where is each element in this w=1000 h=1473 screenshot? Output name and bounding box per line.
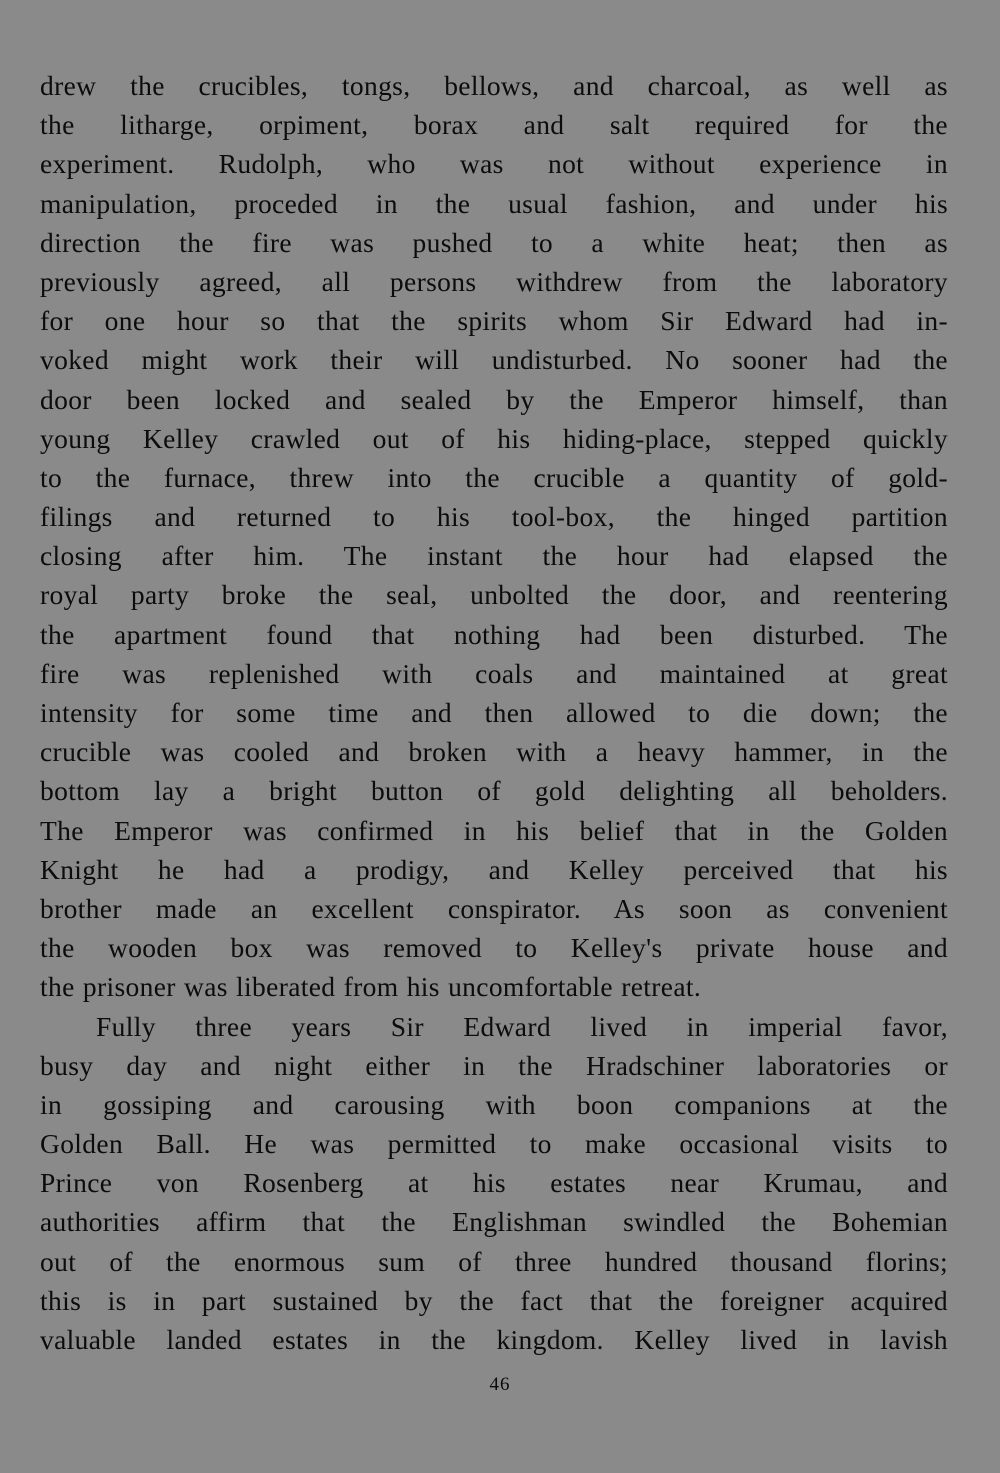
text-line: this is in part sustained by the fact that the foreigner acquired [40, 1284, 948, 1316]
text-line: the prisoner was liberated from his uncomfortable retreat. [40, 971, 702, 1003]
text-line: direction the fire was pushed to a white heat; then as [40, 226, 948, 258]
paragraph-2 [40, 1007, 948, 1360]
text-line: Golden Ball. He was permitted to make occasional visits to [40, 1128, 948, 1160]
text-line: Knight he had a prodigy, and Kelley perceived that his [40, 853, 948, 885]
paragraph-1 [40, 66, 948, 1007]
text-line: the apartment found that nothing had been disturbed. The [40, 618, 948, 650]
text-line: the wooden box was removed to Kelley's private house and [40, 932, 948, 964]
text-line: door been locked and sealed by the Emperor himself, than [40, 383, 948, 415]
text-line: drew the crucibles, tongs, bellows, and charcoal, as well as [40, 70, 948, 101]
text-line: out of the enormous sum of three hundred thousand florins; [40, 1245, 948, 1277]
text-line: young Kelley crawled out of his hiding-place, stepped quickly [40, 422, 948, 454]
page-number: 46 [489, 1374, 511, 1395]
text-line: The Emperor was confirmed in his belief that in the Golden [40, 814, 948, 846]
page-body [40, 66, 948, 1446]
text-line: valuable landed estates in the kingdom. Kelley lived in lavish [40, 1324, 948, 1355]
text-line: previously agreed, all persons withdrew from the laboratory [40, 265, 948, 297]
text-line: in gossiping and carousing with boon companions at the [40, 1088, 948, 1120]
text-line: royal party broke the seal, unbolted the door, and reentering [40, 579, 948, 611]
text-line: filings and returned to his tool-box, the hinged partition [40, 501, 948, 533]
text-line: authorities affirm that the Englishman swindled the Bohemian [40, 1206, 948, 1238]
text-line: crucible was cooled and broken with a heavy hammer, in the [40, 736, 948, 768]
text-line: intensity for some time and then allowed to die down; the [40, 697, 948, 728]
text-line: to the furnace, threw into the crucible a quantity of gold- [40, 461, 948, 493]
text-line: Fully three years Sir Edward lived in imperial favor, [96, 1010, 948, 1042]
text-line: experiment. Rudolph, who was not without experience in [40, 148, 948, 180]
text-line: bottom lay a bright button of gold delighting all beholders. [40, 775, 948, 807]
text-line: closing after him. The instant the hour had elapsed the [40, 540, 948, 572]
text-line: Prince von Rosenberg at his estates near Krumau, and [40, 1167, 948, 1199]
text-line: for one hour so that the spirits whom Sir Edward had in- [40, 305, 948, 337]
text-line: busy day and night either in the Hradschiner laboratories or [40, 1049, 948, 1081]
text-line: the litharge, orpiment, borax and salt required for the [40, 109, 948, 141]
text-line: voked might work their will undisturbed. No sooner had the [40, 344, 948, 376]
text-line: manipulation, proceded in the usual fashion, and under his [40, 187, 948, 219]
text-line: brother made an excellent conspirator. As soon as convenient [40, 892, 948, 924]
text-line: fire was replenished with coals and maintained at great [40, 657, 948, 689]
